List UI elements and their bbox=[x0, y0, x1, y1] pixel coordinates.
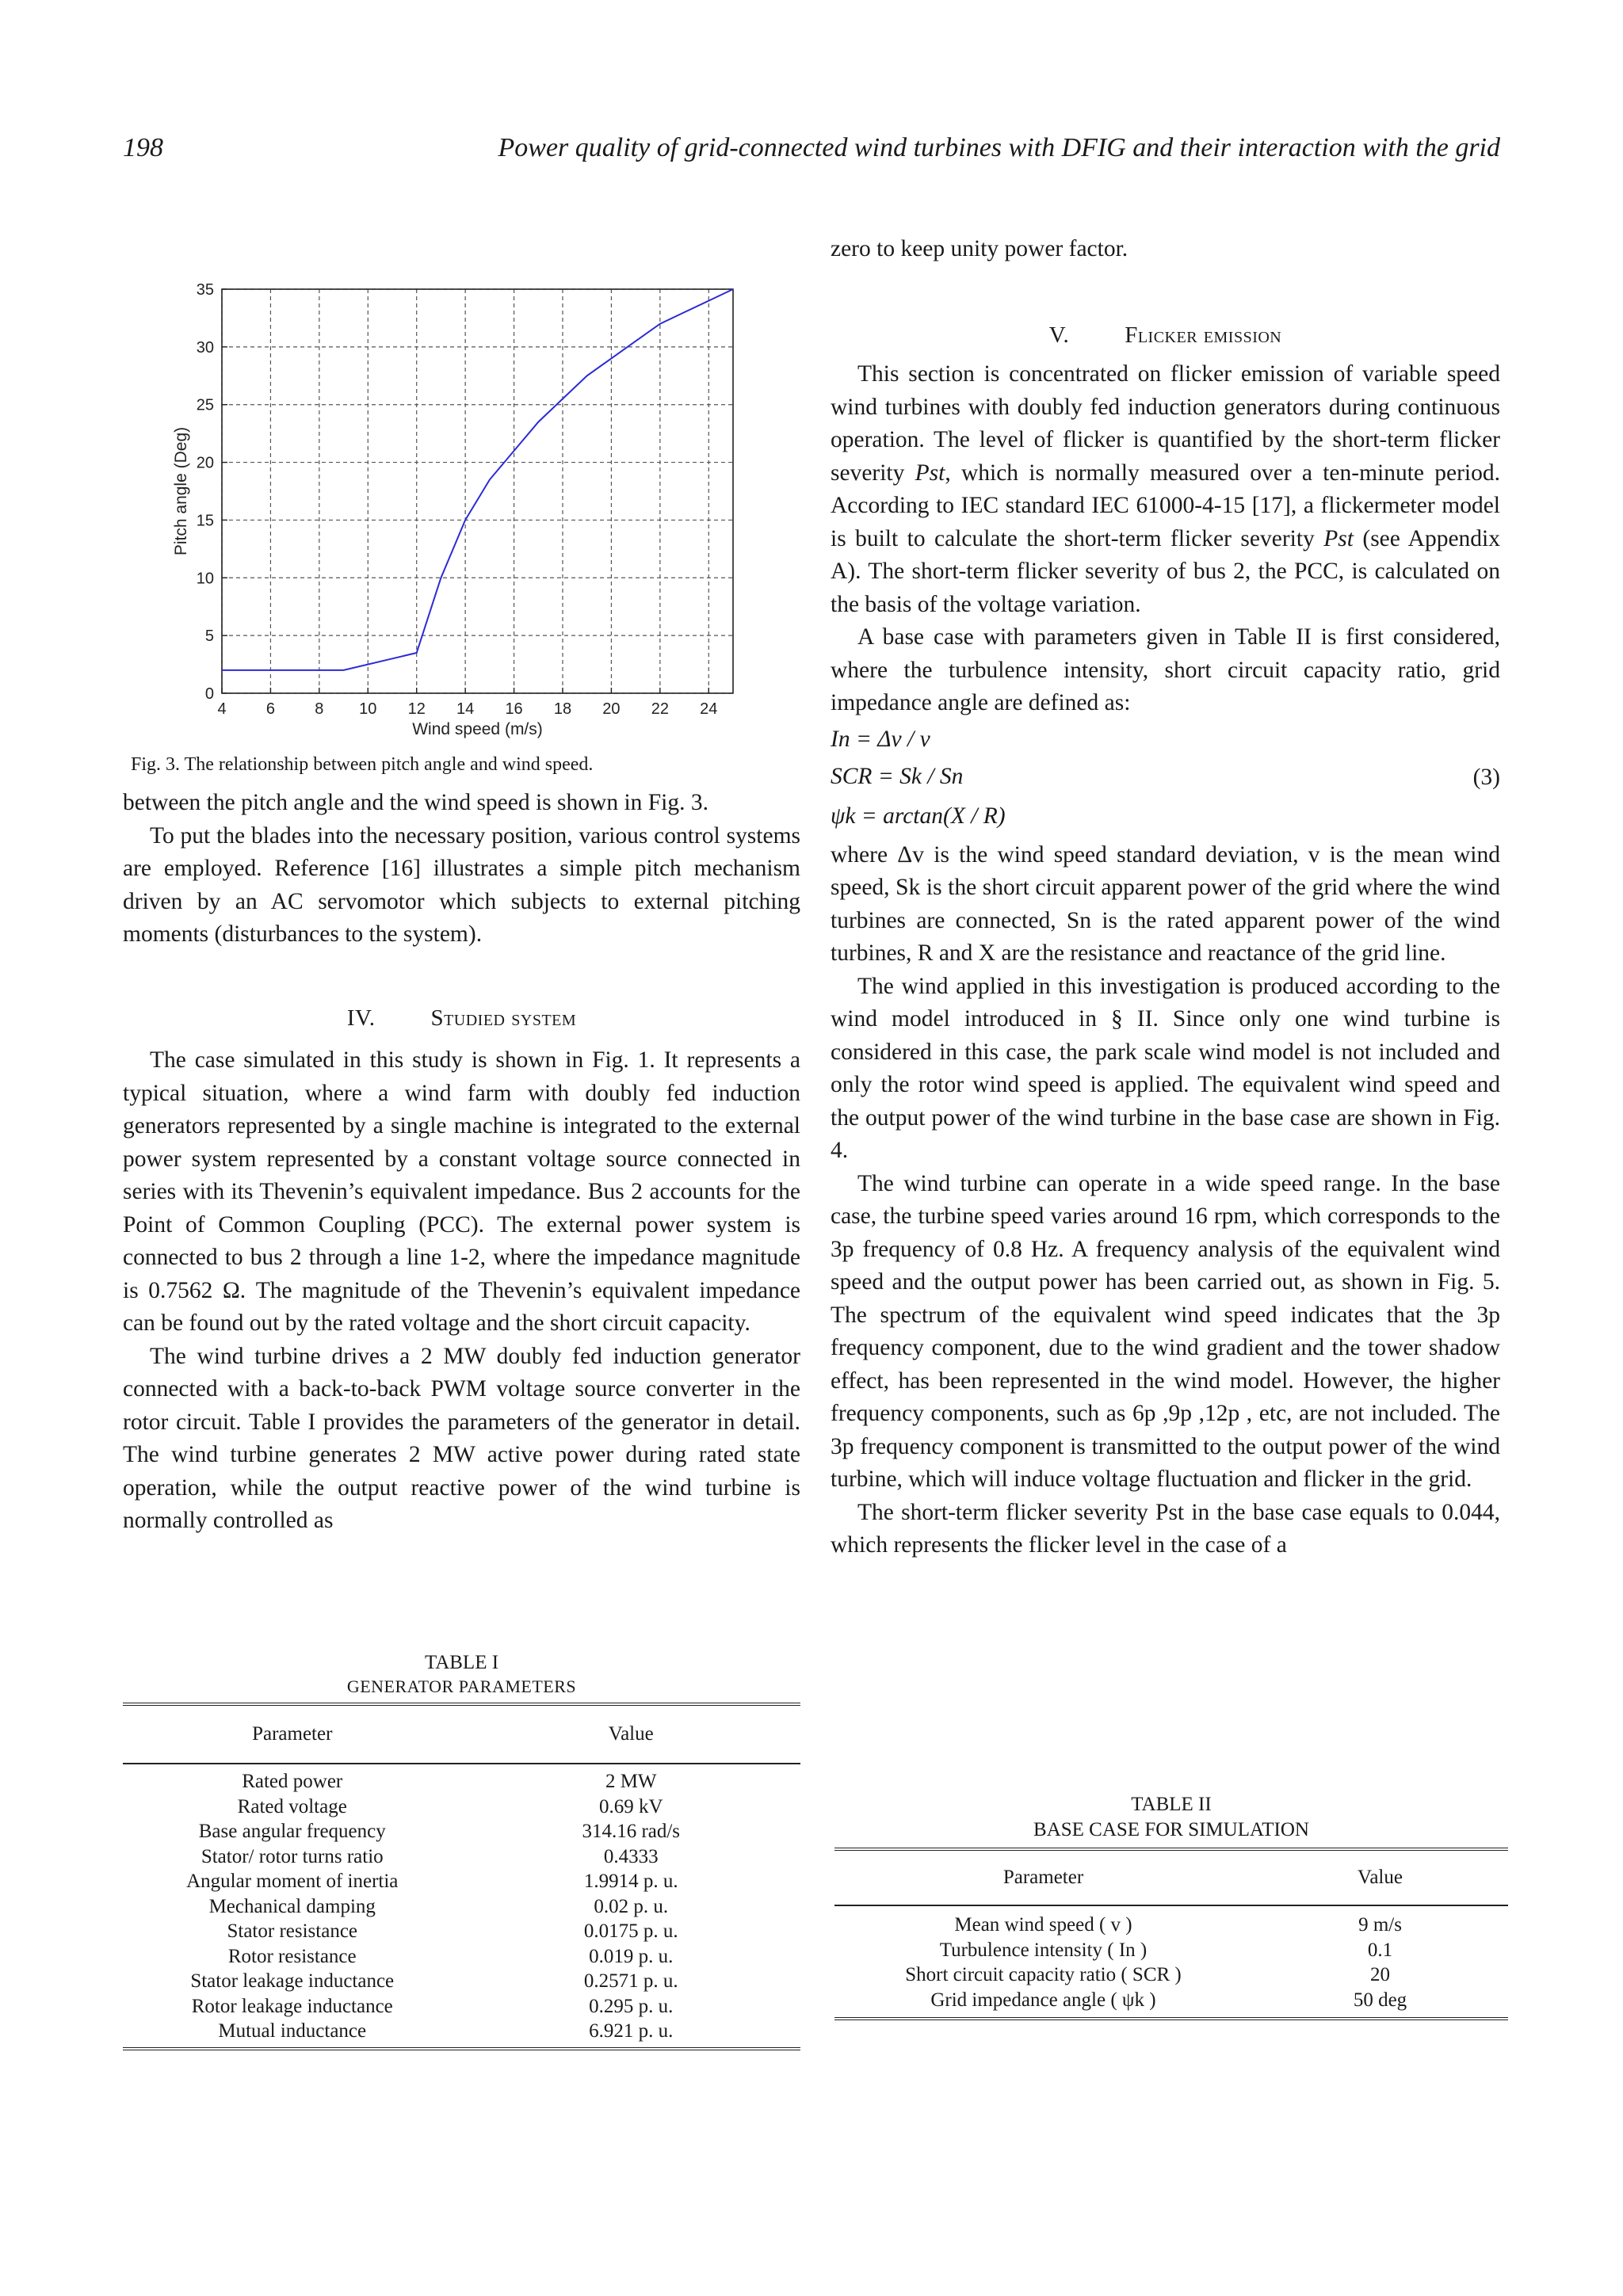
table-cell: 0.2571 p. u. bbox=[583, 1970, 678, 1992]
table-cell: 0.69 kV bbox=[598, 1795, 663, 1817]
x-tick-label: 14 bbox=[456, 700, 475, 718]
table-cell: Turbulence intensity ( In ) bbox=[939, 1939, 1148, 1961]
table-2-title: TABLE II bbox=[1131, 1794, 1212, 1815]
y-tick-label: 15 bbox=[196, 512, 214, 530]
table-1-title: TABLE I bbox=[424, 1652, 499, 1673]
table-row bbox=[123, 1844, 800, 1870]
table-row bbox=[123, 1819, 800, 1844]
table-2 bbox=[834, 1792, 1508, 2020]
table-cell: Mechanical damping bbox=[208, 1895, 376, 1917]
table-cell: Rotor resistance bbox=[227, 1945, 357, 1967]
table-1-subtitle: GENERATOR PARAMETERS bbox=[346, 1676, 577, 1696]
table-row bbox=[834, 1962, 1508, 1988]
paragraph: The wind turbine can operate in a wide speed range. In the base case, the turbine speed varies around 16 rpm, which corresponds to the 3p frequency of 0.8 Hz. A frequency analysis of the equivalent wind speed and the output power has been carried out, as shown in Fig. 5. The spectrum of the equivalent wind speed indicates that the 3p frequency component, due to the wind gradient and the tower shadow effect, has been represented in the wind model. However, the higher frequency components, such as 6p ,9p ,12p , etc, are not included. The 3p frequency component is transmitted to the output power of the wind turbine, which will induce voltage fluctuation and flicker in the grid. bbox=[831, 1170, 1500, 1492]
table-row bbox=[123, 1969, 800, 1994]
y-axis-label: Pitch angle (Deg) bbox=[172, 426, 190, 556]
figure-3-caption: Fig. 3. The relationship between pitch angle and wind speed. bbox=[131, 754, 594, 775]
table-cell: 0.019 p. u. bbox=[589, 1945, 674, 1967]
table-cell: Rotor leakage inductance bbox=[191, 1995, 393, 2017]
table-cell: 0.295 p. u. bbox=[589, 1995, 674, 2017]
table-row bbox=[834, 1913, 1508, 1938]
table-cell: 0.1 bbox=[1367, 1939, 1393, 1961]
table-row bbox=[123, 1944, 800, 1970]
paragraph: The short-term flicker severity Pst in the base case equals to 0.044, which represents the flicker level in the case of a bbox=[831, 1499, 1500, 1558]
table-cell: 2 MW bbox=[605, 1771, 657, 1792]
section-heading-v: V. Flicker emission bbox=[1048, 322, 1282, 348]
y-tick-label: 35 bbox=[196, 281, 214, 299]
table-header-row bbox=[123, 1706, 800, 1763]
paragraph: The wind applied in this investigation is produced according to the wind model introduced in § II. Since only one wind turbine is considered in this case, the park scale wind model is not included and only the rotor wind speed is applied. The equivalent wind speed and the output power of the wind turbine in the base case are shown in Fig. 4. bbox=[831, 973, 1500, 1163]
table-row bbox=[834, 1938, 1508, 1963]
paragraph: To put the blades into the necessary position, various control systems are employed. Reference [16] illustrates a simple pitch mechanism driven by an AC servomotor which subjects to external pitching moments (disturbances to the system). bbox=[123, 822, 800, 947]
table-cell: 50 deg bbox=[1353, 1989, 1407, 2011]
table-cell: 314.16 rad/s bbox=[582, 1821, 681, 1842]
table-row bbox=[123, 1919, 800, 1944]
x-tick-label: 20 bbox=[602, 700, 621, 718]
paragraph: A base case with parameters given in Table II is first considered, where the turbulence intensity, short circuit capacity ratio, grid impedance angle are defined as: bbox=[831, 624, 1500, 715]
paragraph: This section is concentrated on flicker emission of variable speed wind turbines with doubly fed induction generators during continuous operation. The level of flicker is quantified by the short-term flicker severity Pst, which is normally measured over a ten-minute period. According to IEC standard IEC 61000-4-15 [17], a flickermeter model is built to calculate the short-term flicker severity Pst (see Appendix A). The short-term flicker severity of bus 2, the PCC, is calculated on the basis of the voltage variation. bbox=[831, 361, 1501, 617]
paragraph: The wind turbine drives a 2 MW doubly fed induction generator connected with a back-to-back PWM voltage source converter in the rotor circuit. Table I provides the parameters of the generator in detail. The wind turbine generates 2 MW active power during rated state operation, while the output reactive power of the wind turbine is normally controlled as bbox=[123, 1343, 800, 1533]
x-tick-label: 18 bbox=[553, 700, 572, 718]
table-cell: Base angular frequency bbox=[198, 1821, 386, 1842]
table-row bbox=[123, 1894, 800, 1920]
x-tick-label: 16 bbox=[505, 700, 523, 718]
table-header-row bbox=[834, 1851, 1508, 1905]
table-cell: Angular moment of inertia bbox=[186, 1871, 399, 1892]
paragraph: zero to keep unity power factor. bbox=[831, 236, 1128, 261]
y-tick-label: 30 bbox=[196, 338, 214, 357]
series-line-pitch-angle bbox=[222, 289, 733, 670]
table-cell: Rated voltage bbox=[237, 1795, 347, 1817]
x-tick-label: 4 bbox=[217, 700, 227, 718]
y-tick-label: 0 bbox=[204, 685, 214, 703]
table-cell: Stator leakage inductance bbox=[190, 1970, 395, 1992]
table-cell: Stator/ rotor turns ratio bbox=[200, 1845, 384, 1867]
table-cell: 0.0175 p. u. bbox=[583, 1920, 678, 1942]
x-tick-label: 6 bbox=[265, 700, 275, 718]
table-row bbox=[123, 1769, 800, 1794]
x-axis-label: Wind speed (m/s) bbox=[412, 720, 543, 738]
table-row bbox=[123, 1994, 800, 2019]
table-row bbox=[123, 2019, 800, 2044]
table-cell: 0.4333 bbox=[603, 1845, 659, 1867]
x-tick-label: 10 bbox=[359, 700, 377, 718]
paragraph: between the pitch angle and the wind speed is shown in Fig. 3. bbox=[123, 790, 708, 815]
paragraph: where Δv is the wind speed standard deviation, v is the mean wind speed, Sk is the short circuit apparent power of the grid where the wind turbines are connected, Sn is the rated apparent power of the wind turbines, R and X are the resistance and reactance of the grid line. bbox=[831, 841, 1500, 966]
x-tick-label: 24 bbox=[700, 700, 718, 718]
table-header-cell: Value bbox=[608, 1723, 654, 1745]
table-cell: 0.02 p. u. bbox=[594, 1895, 669, 1917]
y-tick-label: 10 bbox=[196, 570, 214, 588]
page-number: 198 bbox=[123, 133, 163, 162]
left-column bbox=[123, 787, 800, 1538]
table-header-cell: Parameter bbox=[1002, 1867, 1084, 1889]
table-cell: Stator resistance bbox=[227, 1920, 358, 1942]
table-row bbox=[834, 1988, 1508, 2013]
table-2-subtitle: BASE CASE FOR SIMULATION bbox=[1033, 1819, 1309, 1840]
table-cell: 6.921 p. u. bbox=[589, 2020, 674, 2042]
table-cell: Short circuit capacity ratio ( SCR ) bbox=[905, 1964, 1182, 1985]
running-title: Power quality of grid-connected wind turbines with DFIG and their interaction with the grid bbox=[498, 133, 1500, 162]
right-column bbox=[831, 233, 1500, 1562]
plot-frame bbox=[222, 289, 733, 693]
x-tick-label: 8 bbox=[315, 700, 324, 718]
paragraph: The case simulated in this study is shown in Fig. 1. It represents a typical situation, where a wind farm with doubly fed induction generators represented by a single machine is integrated to the external power system represented by a constant voltage source connected in series with its Thevenin’s equivalent impedance. Bus 2 accounts for the Point of Common Coupling (PCC). The external power system is connected to bus 2 through a line 1-2, where the impedance magnitude is 0.7562 Ω. The magnitude of the Thevenin’s equivalent impedance can be found out by the rated voltage and the short circuit capacity. bbox=[123, 1047, 801, 1336]
section-heading-iv: IV. Studied system bbox=[346, 1005, 577, 1031]
figure-3-chart bbox=[162, 273, 749, 749]
y-tick-label: 20 bbox=[196, 454, 214, 472]
table-row bbox=[123, 1794, 800, 1820]
table-cell: 20 bbox=[1370, 1964, 1390, 1985]
table-header-cell: Parameter bbox=[252, 1723, 333, 1745]
table-header-cell: Value bbox=[1358, 1867, 1403, 1889]
table-row bbox=[123, 1869, 800, 1894]
y-tick-label: 25 bbox=[196, 396, 214, 414]
table-1 bbox=[123, 1650, 800, 2050]
table-cell: Mutual inductance bbox=[218, 2020, 367, 2042]
table-cell: Rated power bbox=[242, 1771, 343, 1792]
table-cell: 1.9914 p. u. bbox=[583, 1871, 678, 1892]
y-tick-label: 5 bbox=[204, 627, 214, 646]
table-cell: Grid impedance angle ( ψk ) bbox=[930, 1989, 1156, 2011]
table-cell: Mean wind speed ( v ) bbox=[954, 1914, 1132, 1936]
x-tick-label: 22 bbox=[651, 700, 669, 718]
equation-3: In = Δv / v SCR = Sk / Sn ψk = arctan(X / R) (3) bbox=[831, 726, 1500, 829]
table-cell: 9 m/s bbox=[1358, 1914, 1402, 1936]
x-tick-label: 12 bbox=[407, 700, 426, 718]
